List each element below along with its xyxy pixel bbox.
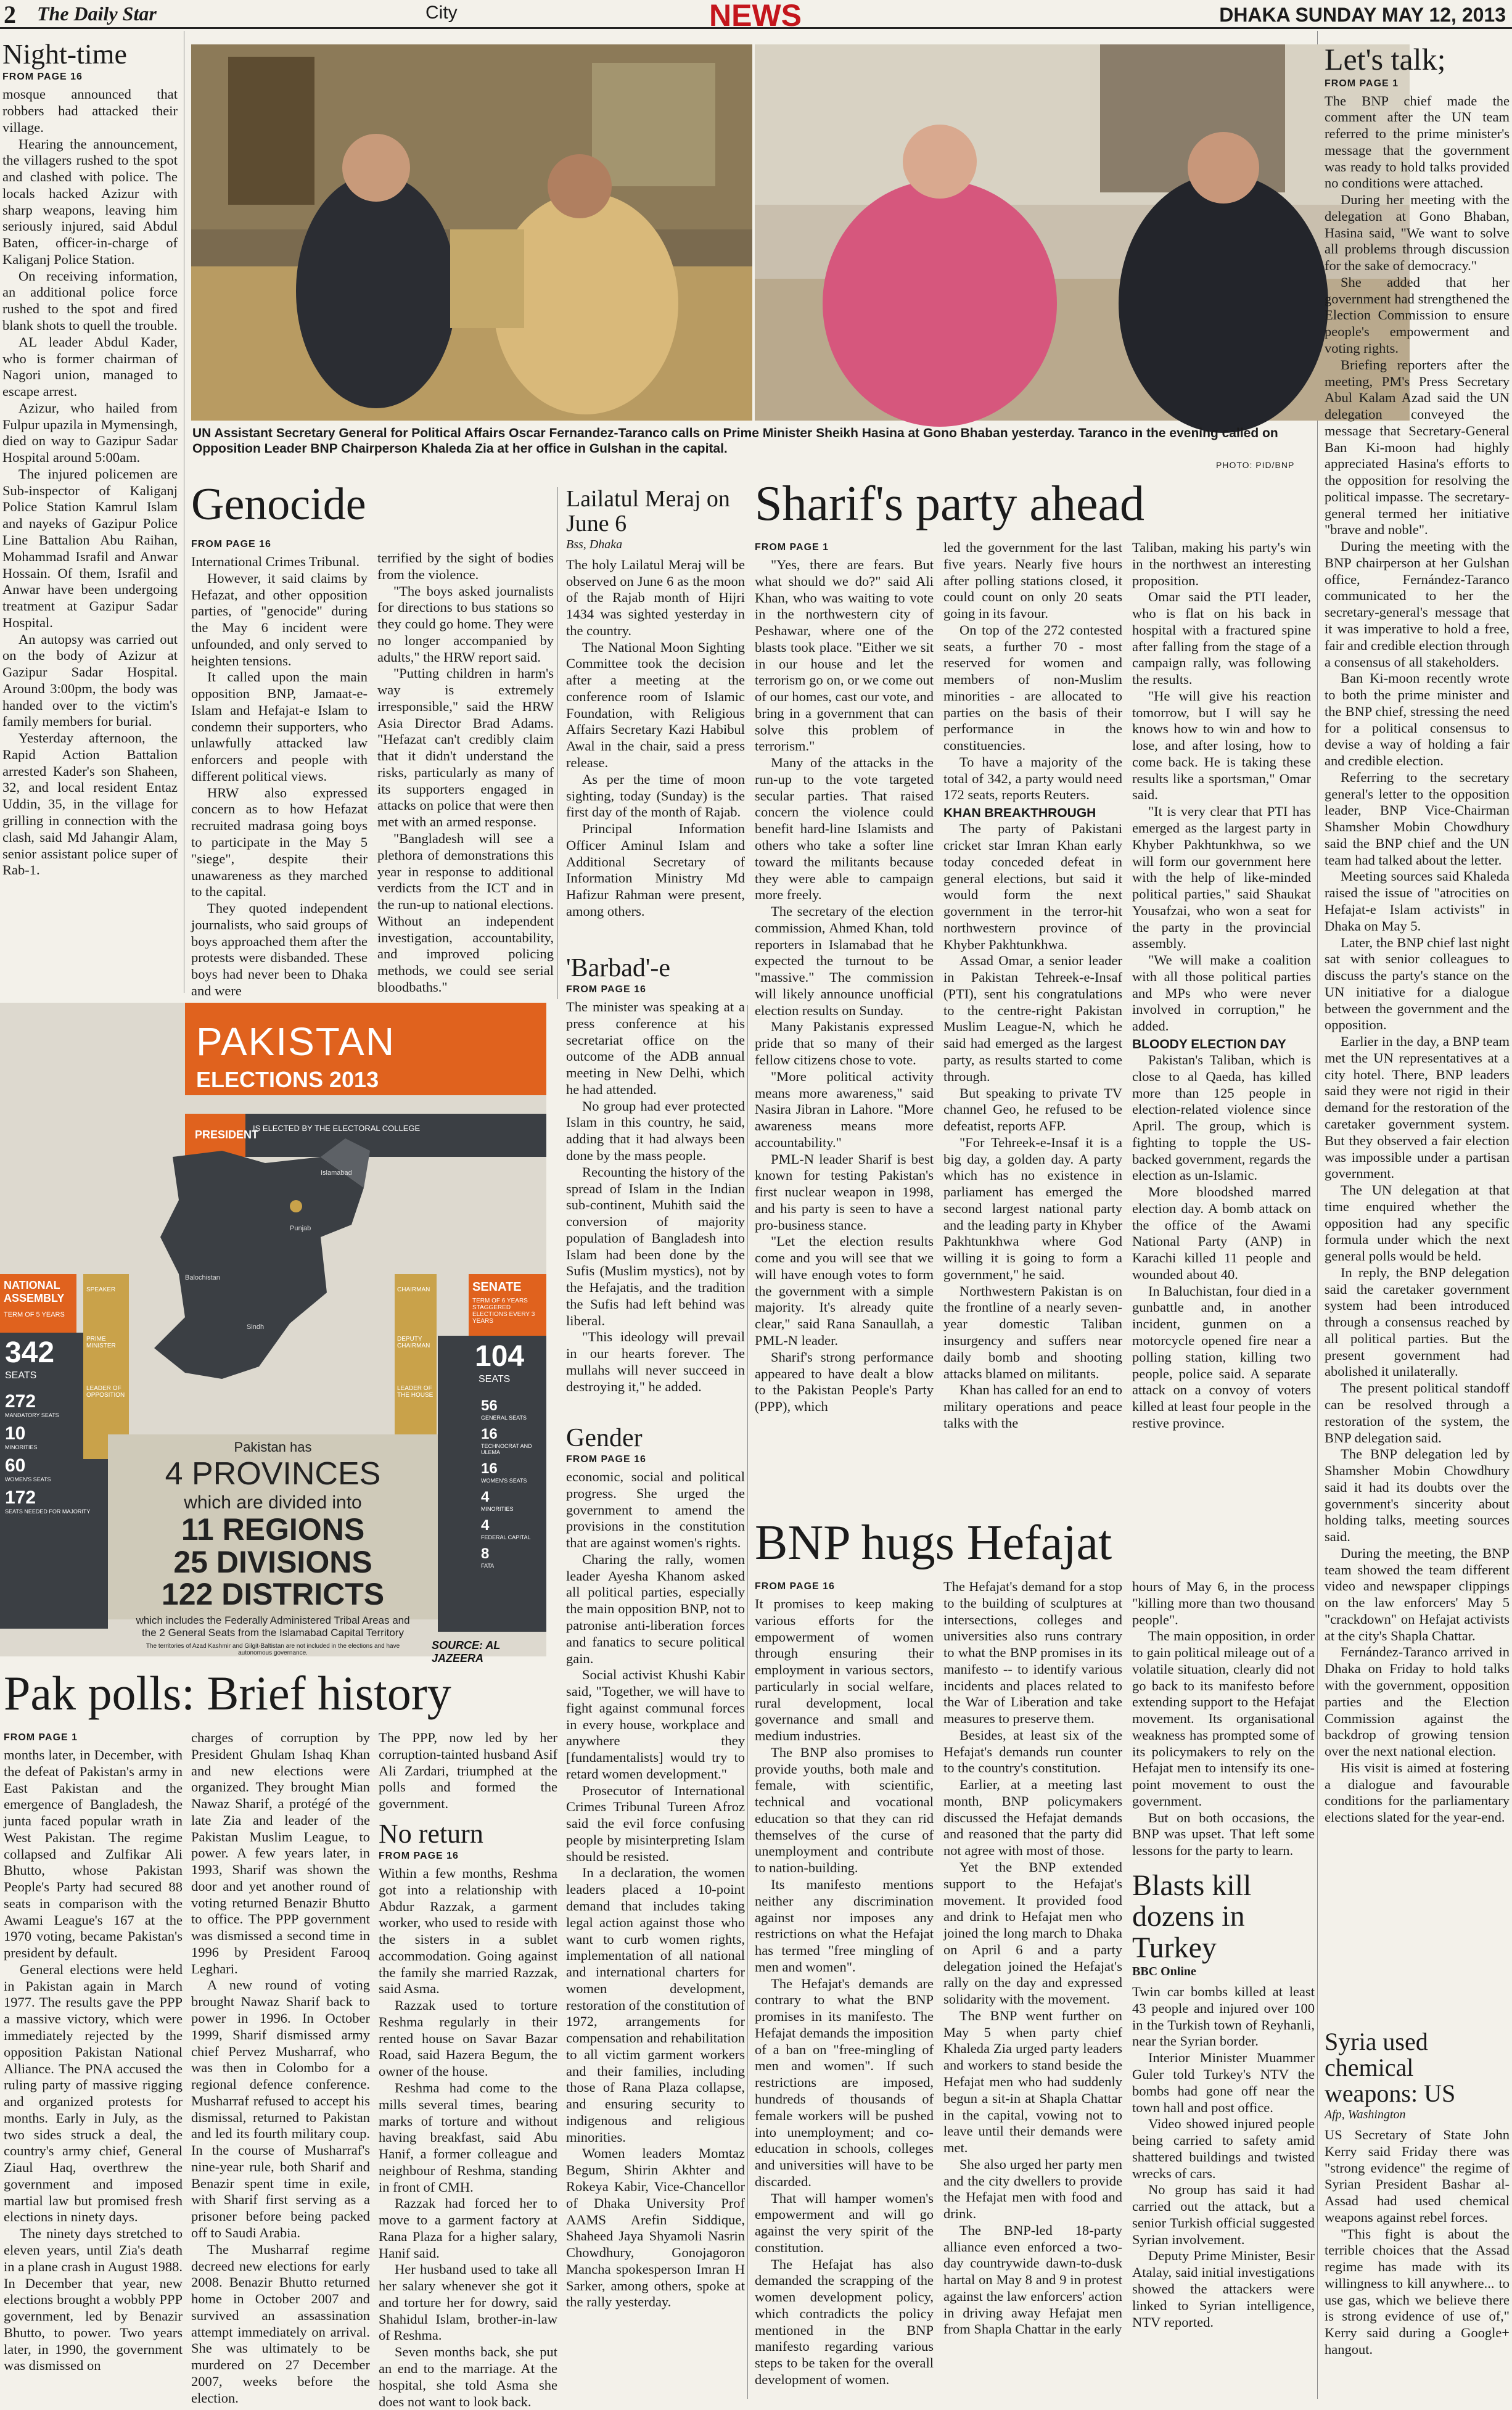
paragraph: More bloodshed marred election day. A bomb attack on the office of the Awami National Party (ANP) in Karachi killed 11 people and wounded about 40. (1132, 1184, 1311, 1282)
seat-count: 8 (481, 1545, 490, 1562)
headline: Let's talk; (1325, 42, 1446, 76)
paragraph: Its manifesto mentions neither any discrimination against nor imposes any restrictions on what the Hefajat has termed "free mingling of men and women". (755, 1877, 934, 1975)
article-body (2, 86, 178, 879)
paragraph: The party of Pakistani cricket star Imran Khan early today conceded defeat in general elections, but said it would form the next government in the terror-hit northwestern province of Khyber Pakhtunkhwa. (943, 821, 1122, 952)
no-return-from-page: FROM PAGE 16 (379, 1851, 459, 1862)
paragraph: "Yes, there are fears. But what should we do?" said Ali Khan, who was waiting to vote in the northwestern city of Peshawar, where one of the blasts took place. "Either we sit in our house and let the terrorism go on, or we come out of our homes, cast our vote, and bring in a government that can solve this problem of terrorism." (755, 557, 934, 754)
infographic-subtitle: ELECTIONS 2013 (196, 1067, 379, 1092)
article-sharif-party (755, 478, 1316, 1514)
from-page: FROM PAGE 16 (566, 1454, 646, 1465)
paragraph: Assad Omar, a senior leader in Pakistan Tehreek-e-Insaf (PTI), sent his congratulations to the centre-right Pakistan Muslim League-N, which he said had emerged as the largest party, as results started to come through. (943, 953, 1122, 1084)
paragraph: His visit is aimed at fostering a dialogue and favourable conditions for the parliamentary elections slated for the year-end. (1325, 1759, 1510, 1825)
article-body (1325, 2127, 1510, 2358)
article-body-col2 (943, 1579, 1122, 2338)
leader-opposition-label: LEADER OF OPPOSITION (86, 1385, 125, 1399)
headline: Pak polls: Brief history (4, 1666, 451, 1720)
senate-seats-label: SEATS (479, 1374, 511, 1384)
paragraph: However, it said claims by Hefazat, and other opposition parties, of "genocide" during the May 6 incident were unfounded, and only served to heighten tensions. (191, 570, 368, 668)
subheading: BLOODY ELECTION DAY (1132, 1037, 1286, 1051)
article-body (566, 557, 745, 920)
paragraph: An autopsy was carried out on the body of Azizur at Gazipur Sadar Hospital. Around 3:00pm, the body was handed over to the victim's family members for burial. (2, 631, 178, 730)
paragraph: led the government for the last five years. Nearly five hours after polling stations closed, it could count on only 20 seats going in its favour. (943, 540, 1122, 622)
paragraph: "For Tehreek-e-Insaf it is a big day, a golden day. A party which has no existence in parliament has emerged the second largest national party and the leading party in Khyber Pakhtunkhwa where God willing it is going to form a government," he said. (943, 1134, 1122, 1282)
seat-type: WOMEN'S SEATS (481, 1478, 527, 1484)
paragraph: HRW also expressed concern as to how Hefazat recruited madrasa going boys to participate in the May 5 "siege", despite their unawareness as they marched to the capital. (191, 784, 368, 900)
infographic-source: SOURCE: AL JAZEERA (432, 1639, 501, 1664)
paragraph: During the meeting, the BNP team showed the team different video and newspaper clippings on the law enforcers' May 5 "crackdown" on Hefajat activists at the city's Shapla Chattar. (1325, 1545, 1510, 1643)
headline: Night-time (2, 38, 127, 70)
paragraph: The BNP delegation led by Shamsher Mobin Chowdhury said it had its doubts over the government's sincerity about holding talks, meeting sources said. (1325, 1446, 1510, 1545)
paragraph: Many of the attacks in the run-up to the vote targeted secular parties. That raised concern the violence could benefit hard-line Islamists and others who take a softer line toward the militants because they were able to campaign more freely. (755, 755, 934, 903)
article-pak-polls (4, 1666, 559, 2409)
paragraph: Briefing reporters after the meeting, PM's Press Secretary Abul Kalam Azad said the UN delegation conveyed the message that Secretary-General Ban Ki-moon had highly appreciated Hasina's efforts to the opposition for resolving the political impasse. The secretary-general termed her initiative "brave and noble". (1325, 356, 1510, 538)
dateline: DHAKA SUNDAY MAY 12, 2013 (1219, 4, 1506, 26)
from-page: FROM PAGE 16 (755, 1581, 835, 1592)
seat-type: SEATS NEEDED FOR MAJORITY (5, 1508, 91, 1515)
photo-credit: PHOTO: PID/BNP (1216, 460, 1295, 470)
seat-type: MINORITIES (5, 1444, 38, 1450)
paragraph: General elections were held in Pakistan again in March 1977. The results gave the PPP a massive victory, which were immediately rejected by the opposition Pakistan National Alliance. The PNA accused the ruling party of massive rigging and organized protests for months. Early in July, as the two sides struck a deal, the country's army chief, General Ziaul Haq, overthrew the government and imposed martial law but promised fresh elections in ninety days. (4, 1961, 183, 2225)
paragraph: Charing the rally, women leader Ayesha Khanom asked all political parties, especially the main opposition BNP, not to patronise anti-liberation forces and fanatics to secure political gain. (566, 1551, 745, 1666)
paragraph: Her husband used to take all her salary whenever she got it and torture her for dowry, said Shahidul Islam, brother-in-law of Reshma. (379, 2261, 557, 2343)
seat-type: FEDERAL CAPITAL (481, 1534, 531, 1540)
paragraph: Earlier in the day, a BNP team met the UN representatives at a city hotel. There, BNP leaders said they were not rigid in their demand for the restoration of the caretaker government system. But they observed a fair election was impossible under a partisan government. (1325, 1034, 1510, 1182)
paragraph: mosque announced that robbers had attacked their village. (2, 86, 178, 135)
paragraph: Pakistan's Taliban, which is close to al Qaeda, has killed more than 125 people in election-related violence since April. The group, which is fighting to topple the US-backed government, regards the election as un-Islamic. (1132, 1051, 1311, 1183)
prime-minister-label: PRIME MINISTER (86, 1336, 116, 1349)
paragraph: Recounting the history of the spread of Islam in the Indian sub-continent, Muhith said the conversion of majority population of Bangladesh into Islam had been done by the Sufis (Muslim mystics), not by the Hefajatis, and the tradition the Sufis had left behind was liberal. (566, 1164, 745, 1328)
paragraph: They quoted independent journalists, who said groups of boys approached them after the protests were disbanded. These boys had never been to Dhaka and were (191, 900, 368, 998)
seat-count: 4 (481, 1517, 490, 1534)
blasts-headline: Blasts kill dozens in Turkey (1132, 1869, 1252, 1964)
article-body-col3 (379, 1730, 557, 1812)
paragraph: Razzak used to torture Reshma regularly in their rented house on Savar Bazar Road, said Hazera Begum, the owner of the house. (379, 1997, 557, 2079)
subheading: KHAN BREAKTHROUGH (943, 806, 1096, 821)
senate-seats-number: 104 (475, 1340, 525, 1373)
map-label-sindh: Sindh (247, 1323, 265, 1331)
deputy-chairman-label: DEPUTY CHAIRMAN (397, 1336, 430, 1349)
paragraph: Earlier, at a meeting last month, BNP policymakers discussed the Hefajat demands and reasoned that the party did not agree with most of those. (943, 1777, 1122, 1859)
section-label: City (425, 2, 458, 23)
paragraph: "The boys asked journalists for directions to bus stations so they could go home. They were no longer accompanied by adults," the HRW report said. (377, 583, 554, 665)
masthead (0, 0, 1512, 33)
divided-line: which are divided into (184, 1492, 362, 1513)
paragraph: As per the time of moon sighting, today (Sunday) is the first day of the month of Rajab. (566, 771, 745, 820)
paragraph: hours of May 6, in the process "killing more than two thousand people". (1132, 1579, 1315, 1627)
paragraph: Yet the BNP extended support to the Hefajat's movement. It provided food and drink to Hefajat men who joined the long march to Dhaka on April 6 and a party delegation joined the Hefajat's rally on the day and expressed solidarity with the movement. (943, 1859, 1122, 2007)
divisions: 25 DIVISIONS (173, 1544, 372, 1579)
headline: BNP hugs Hefajat (755, 1516, 1112, 1570)
paragraph: It called upon the main opposition BNP, Jamaat-e-Islam and Hefajat-e Islam to condemn their supporters, who unlawfully attacked law enforcers and people with different political views. (191, 669, 368, 784)
seat-breakdown-item (5, 1487, 104, 1515)
seat-breakdown-item (481, 1460, 543, 1484)
paragraph: "This ideology will prevail in our hearts forever. The mullahs will never succeed in destroying it," he added. (566, 1329, 745, 1394)
seat-breakdown-item (481, 1426, 543, 1455)
seat-type: WOMEN'S SEATS (5, 1476, 51, 1483)
article-night-time (2, 39, 178, 989)
paragraph: Khan has called for an end to military operations and peace talks with the (943, 1382, 1122, 1431)
paragraph: "He will give his reaction tomorrow, but I will say he knows how to win and how to lose, and after losing, how to come back. He is taking these results like a sportsman," Omar said. (1132, 688, 1311, 803)
na-breakdown (5, 1391, 104, 1520)
paragraph: "We will make a coalition with all those political parties and MPs who were never involved in corruption," he added. (1132, 952, 1311, 1034)
na-term: TERM OF 5 YEARS (4, 1311, 65, 1318)
paragraph: No group has said it had carried out the attack, but a senior Turkish official suggested Syrian involvement. (1132, 2182, 1315, 2247)
paragraph: A new round of voting brought Nawaz Sharif back to power in 1996. In October 1999, Sharif dismissed army chief Pervez Musharraf, who was then in Colombo for a regional defence conference. Musharraf refused to accept his dismissal, returned to Pakistan and led its fourth military coup. In the course of Musharraf's nine-year rule, both Sharif and Benazir spent time in exile, with Sharif first serving as a prisoner before being packed off to Saudi Arabia. (191, 1977, 370, 2240)
article-body-col2 (943, 540, 1122, 1432)
speaker-label: SPEAKER (86, 1286, 116, 1293)
headline: Syria used chemical weapons: US (1325, 2028, 1456, 2107)
paragraph: Seven months back, she put an end to the marriage. At the hospital, she told Asma she does not want to look back. (379, 2344, 557, 2409)
senate-label: SENATE (472, 1280, 522, 1294)
article-body (4, 1747, 183, 2374)
article-syria (1325, 2029, 1510, 2405)
paragraph: "More political activity means more awareness," said Nasira Jibran in Lahore. "More awareness means more accountability." (755, 1068, 934, 1150)
paragraph: terrified by the sight of bodies from the violence. (377, 550, 554, 582)
seat-breakdown-item (5, 1455, 104, 1483)
from-page: FROM PAGE 1 (4, 1732, 78, 1743)
includes-note: which includes the Federally Administered Tribal Areas and the 2 General Seats from the Islamabad Capital Territory (136, 1614, 410, 1639)
paragraph: Omar said the PTI leader, who is flat on his back in hospital with a fractured spine after falling from the stage of a campaign rally, was following the results. (1132, 589, 1311, 688)
infographic-pakistan-elections (0, 1003, 546, 1664)
blasts-byline: BBC Online (1132, 1965, 1196, 1979)
paragraph: In a declaration, the women leaders placed a 10-point demand that includes taking legal action against those who want to curb women rights, implementation of all national and international charters for women development, restoration of the constitution of 1972, arrangements for compensation and rehabilitation to all victim garment workers and their families, including those of Rana Plaza collapse, and ensuring security to indigenous and religious minorities. (566, 1865, 745, 2145)
paragraph: "Putting children in harm's way is extremely irresponsible," said the HRW Asia Director Brad Adams. "Hefazat can't credibly claim that it didn't understand the risks, particularly as many of its supporters engaged in attacks on police that were then met with an armed response. (377, 665, 554, 830)
seat-breakdown-item (481, 1545, 543, 1569)
paragraph: The holy Lailatul Meraj will be observed on June 6 as the moon of the Rajab month of Hijri 1434 was sighted yesterday in the country. (566, 556, 745, 638)
paragraph: months later, in December, with the defeat of Pakistan's army in East Pakistan and the emergence of Bangladesh, the junta faced popular wrath in West Pakistan. The regime collapsed and Zulfikar Ali Bhutto, whose Pakistan People's Party had secured 88 seats in comparison with the Awami League's 167 at the 1970 voting, became Pakistan's president by default. (4, 1747, 183, 1961)
paragraph: Twin car bombs killed at least 43 people and injured over 100 in the Turkish town of Reyhanli, near the Syrian border. (1132, 1984, 1315, 2049)
paragraph: The secretary of the election commission, Ahmed Khan, told reporters in Islamabad that he expected the turnout to be "massive." The commission will likely announce unofficial election results on Sunday. (755, 903, 934, 1018)
provinces: 4 PROVINCES (165, 1456, 381, 1492)
headline: 'Barbad'-e (566, 954, 671, 982)
leader-house-label: LEADER OF THE HOUSE (397, 1385, 433, 1399)
map-label-punjab: Punjab (290, 1225, 311, 1232)
paragraph: The ninety days stretched to eleven years, until Zia's death in a plane crash in August 1988. In December that year, new elections brought a wobbly PPP government, led by Benazir Bhutto, to power. Two years later, in 1990, the government was dismissed on (4, 2226, 183, 2374)
paragraph: On receiving information, an additional police force rushed to the spot and fired blank shots to quell the trouble. (2, 268, 178, 334)
paragraph: The National Moon Sighting Committee took the decision after a meeting at the conference room of Islamic Foundation, with Religious Affairs Secretary Kazi Habibul Awal in the chair, said a press release. (566, 639, 745, 770)
seat-breakdown-item (5, 1423, 104, 1450)
paragraph: The BNP also promises to provide youths, both male and female, with scientific, technical and vocational education so that they can rid themselves of the curse of unemployment and contribute to nation-building. (755, 1744, 934, 1876)
article-lets-talk (1325, 43, 1510, 2041)
article-body (566, 1469, 745, 2311)
seat-count: 56 (481, 1397, 498, 1414)
paragraph: "It is very clear that PTI has emerged as the largest party in Khyber Pakhtunkhwa, so we will form our government here with the help of like-minded political parties," said Shaukat Yousafzai, who won a seat for the party in the provincial assembly. (1132, 804, 1311, 952)
paragraph: She also urged her party men and the city dwellers to provide the Hefajat men with food and drink. (943, 2156, 1122, 2222)
seat-breakdown-item (481, 1517, 543, 1540)
article-body (191, 554, 368, 1000)
article-body-col3 (1132, 1579, 1315, 1859)
headline: Lailatul Meraj on June 6 (566, 486, 730, 537)
paragraph: The Hefajat's demands are contrary to what the BNP promises in its manifesto. The Hefajat demands the imposition of a ban on "free-mingling of men and women". If such restrictions are imposed, hundreds of thousands of female workers will be pushed into unemployment; and co-education in schools, colleges and universities will have to be discarded. (755, 1975, 934, 2189)
paragraph: Interior Minister Muammer Guler told Turkey's NTV the bombs had gone off near the town hall and post office. (1132, 2050, 1315, 2115)
paragraph: Principal Information Officer Aminul Islam and Additional Secretary of Information Ministry Md Hafizur Rahman were present, among others. (566, 821, 745, 919)
paragraph: In Baluchistan, four died in a gunbattle and, in another incident, gunmen on a motorcycle opened fire near a polling station, killing two people, police said. A separate attack on a convoy of voters killed at least four people in the restive province. (1132, 1283, 1311, 1431)
article-bnp-hugs-hefajat (755, 1517, 1316, 2405)
paragraph: But on both occasions, the BNP was upset. That left some lessons for the party to learn. (1132, 1809, 1315, 1859)
no-return-headline: No return (379, 1818, 483, 1849)
paragraph: Video showed injured people being carried to safety amid shattered buildings and twisted wrecks of cars. (1132, 2116, 1315, 2181)
na-seats-number: 342 (5, 1336, 55, 1369)
senate-term: TERM OF 6 YEARS STAGGERED ELECTIONS EVERY 3 YEARS (472, 1298, 535, 1325)
seat-breakdown-item (481, 1397, 543, 1421)
paragraph: "This fight is about the terrible choices that the Assad regime has made with its willingness to kill anywhere... to use gas, which we believe there is strong evidence of use of," Kerry said during a Google+ hangout. (1325, 2226, 1510, 2357)
paragraph: Razzak had forced her to move to a garment factory at Rana Plaza for a higher salary, Hanif said. (379, 2195, 557, 2261)
from-page: FROM PAGE 1 (1325, 78, 1399, 89)
article-body-col3 (1132, 540, 1311, 1432)
districts: 122 DISTRICTS (161, 1577, 385, 1611)
paragraph: Within a few months, Reshma got into a relationship with Abdur Razzak, a garment worker, who used to reside with the sisters in a sublet accommodation. Going against the family she married Razzak, said Asma. (379, 1865, 557, 1997)
paragraph: Yesterday afternoon, the Rapid Action Battalion arrested Kader's son Shaheen, 32, and local resident Entaz Uddin, 35, in the village for grilling in connection with the clash, said Md Jahangir Alam, senior assistant police super of Rab-1. (2, 730, 178, 878)
blasts-body (1132, 1984, 1315, 2330)
paragraph: The main opposition, in order to gain political mileage out of a volatile situation, clearly did not go back to its manifesto before extending support to the Hefajat movement. Its organisational weakness has prompted some of its policymakers to rely on the Hefajat men to intensify its one-point movement to oust the government. (1132, 1628, 1315, 1809)
paragraph: Reshma had come to the mills several times, bearing marks of torture and without having breakfast, said Abu Hanif, a former colleague and neighbour of Reshma, standing in front of CMH. (379, 2079, 557, 2195)
seat-type: MANDATORY SEATS (5, 1412, 59, 1418)
article-body (566, 999, 745, 1395)
seat-type: MINORITIES (481, 1506, 514, 1512)
infographic-title: PAKISTAN (196, 1019, 396, 1064)
article-barbad (566, 955, 745, 1417)
map-label-balochistan: Balochistan (185, 1274, 220, 1281)
paragraph: That will hamper women's empowerment and will go against the very spirit of the constitution. (755, 2190, 934, 2255)
seat-type: TECHNOCRAT AND ULEMA (481, 1443, 532, 1455)
photo-caption: UN Assistant Secretary General for Political Affairs Oscar Fernandez-Taranco calls on Prime Minister Sheikh Hasina at Gono Bhaban yesterday. Taranco in the evening called on Opposition Leader BNP Chairperson Khaleda Zia at her office in Gulshan in the capital. (192, 426, 1278, 456)
news-label: NEWS (709, 0, 802, 33)
article-body (1325, 93, 1510, 1826)
president-label: PRESIDENT (195, 1129, 259, 1141)
chairman-label: CHAIRMAN (397, 1286, 430, 1293)
national-assembly-label: NATIONAL ASSEMBLY (4, 1279, 65, 1304)
paper-logo: The Daily Star (37, 2, 157, 25)
byline: Afp, Washington (1325, 2108, 1406, 2121)
paragraph: AL leader Abdul Kader, who is former chairman of Nagori union, managed to escape arrest. (2, 334, 178, 400)
paragraph: It promises to keep making various efforts for the empowerment of women through ensuring their employment in various sectors, particularly in social welfare, rural development, local governance and small and medium industries. (755, 1596, 934, 1744)
headline: Sharif's party ahead (755, 477, 1144, 531)
article-body (755, 557, 934, 1415)
regions: 11 REGIONS (181, 1512, 365, 1547)
paragraph: The BNP-led 18-party alliance even enforced a two-day countrywide dawn-to-dusk hartal on May 8 and 9 in protest against the law enforcers' action in driving away Hefajat men from Shapla Chattar in the early (943, 2222, 1122, 2337)
paragraph: Many Pakistanis expressed pride that so many of their fellow citizens chose to vote. (755, 1019, 934, 1067)
headline: Gender (566, 1424, 643, 1452)
paragraph: Northwestern Pakistan is on the frontline of a nearly seven-year domestic Taliban insurgency and suffers near daily bomb and shooting attacks blamed on militants. (943, 1283, 1122, 1381)
paragraph: economic, social and political progress. She urged the government to amend the provisions in the constitution that are against women's rights. (566, 1469, 745, 1551)
article-lailatul-meraj (566, 487, 745, 956)
paragraph: The present political standoff can be resolved through a restoration of the system, the BNP delegation said. (1325, 1380, 1510, 1446)
paragraph: But speaking to private TV channel Geo, he refused to be defeatist, reports AFP. (943, 1085, 1122, 1134)
no-return-body (379, 1865, 557, 2410)
photo-hasina-meeting (191, 44, 752, 421)
paragraph: Meeting sources said Khaleda raised the issue of "atrocities on Hefajat-e Islam activists" in Dhaka on May 5. (1325, 868, 1510, 934)
seat-count: 16 (481, 1426, 498, 1442)
paragraph: Deputy Prime Minister, Besir Atalay, said initial investigations showed the attackers were linked to Syrian intelligence, NTV reported. (1132, 2248, 1315, 2330)
paragraph: She added that her government had strengthened the Election Commission to ensure people's empowerment and voting rights. (1325, 274, 1510, 356)
from-page: FROM PAGE 16 (2, 72, 83, 83)
paragraph: Sharif's strong performance appeared to have dealt a blow to the Pakistan People's Party (PPP), which (755, 1349, 934, 1415)
paragraph: The minister was speaking at a press conference at his secretariat office on the outcome of the ADB annual meeting in New Delhi, which he had attended. (566, 999, 745, 1097)
paragraph: Prosecutor of International Crimes Tribunal Tureen Afroz said the evil force confusing people by misinterpreting Islam should be resisted. (566, 1782, 745, 1864)
paragraph: The Hefajat's demand for a stop to the building of sculptures at intersections, colleges and universities also runs contrary to what the BNP promises in its manifesto -- to identify various incidents and places related to the War of Liberation and take measures to preserve them. (943, 1579, 1122, 1727)
paragraph: Referring to the secretary general's letter to the opposition leader, BNP Vice-Chairman Shamsher Mobin Chowdhury said the BNP chief and the UN team had talked about the letter. (1325, 769, 1510, 868)
paragraph: US Secretary of State John Kerry said Friday there was "strong evidence" the regime of Syrian President Bashar al-Assad had used chemical weapons against rebel forces. (1325, 2127, 1510, 2225)
paragraph: Fernández-Taranco arrived in Dhaka on Friday to hold talks with the government, opposition parties and the Election Commission against the backdrop of growing tension over the next national election. (1325, 1644, 1510, 1759)
paragraph: No group had ever protected Islam in this country, he said, adding that it had always been done by the mass people. (566, 1098, 745, 1163)
paragraph: The BNP chief made the comment after the UN team referred to the prime minister's message that the government was ready to hold talks provided no conditions were attached. (1325, 93, 1510, 191)
paragraph: The injured policemen are Sub-inspector of Kaliganj Police Station Kamrul Islam and nayeks of Gazipur Police Line Battalion Abu Raihan, Mohammad Israfil and Anwar Hossain. Of them, Israfil and Anwar have been undergoing treatment at Gazipur Sadar Hospital. (2, 466, 178, 630)
from-page: FROM PAGE 1 (755, 542, 829, 553)
seat-type: FATA (481, 1563, 495, 1569)
seat-count: 16 (481, 1460, 498, 1477)
paragraph: charges of corruption by President Ghulam Ishaq Khan and new elections were organized. They brought Mian Nawaz Sharif, a protégé of the late Zia and leader of the Pakistan Muslim League, to power. A few years later, in 1993, Sharif was shown the door and yet another round of voting returned Benazir Bhutto to office. The PPP government was dismissed a second time in 1996 by President Farooq Leghari. (191, 1730, 370, 1976)
na-seats-label: SEATS (5, 1370, 37, 1381)
map-label-islamabad: Islamabad (321, 1169, 352, 1177)
photo-khaleda-meeting (755, 44, 1410, 421)
paragraph: The UN delegation at that time enquired whether the opposition had any specific formula under which the next general polls would be held. (1325, 1182, 1510, 1264)
seat-count: 4 (481, 1489, 490, 1505)
paragraph: The Musharraf regime decreed new elections for early 2008. Benazir Bhutto returned home in October 2007 and survived an assassination attempt immediately on arrival. She was ultimately to be murdered on 27 December 2007, weeks before the election. (191, 2241, 370, 2406)
paragraph: The BNP went further on May 5 when party chief Khaleda Zia urged party leaders and workers to stand beside the Hefajat men who had suddenly begun a sit-in at Shapla Chattar in the capital, vowing not to leave until their demands were met. (943, 2007, 1122, 2156)
article-gender (566, 1425, 745, 2405)
paragraph: "Let the election results come and you will see that we will have enough votes to form the government with a simple majority. It's already quite clear," said Rana Sanaullah, a PML-N leader. (755, 1233, 934, 1348)
seat-type: GENERAL SEATS (481, 1415, 527, 1421)
paragraph: Social activist Khushi Kabir said, "Together, we will have to fight against communal forces in every house, workplace and anywhere they [fundamentalists] would try to retard women development." (566, 1667, 745, 1782)
paragraph: The PPP, now led by her corruption-tainted husband Asif Ali Zardari, triumphed at the polls and formed the government. (379, 1730, 557, 1812)
article-genocide (191, 481, 555, 999)
seat-count: 10 (5, 1423, 26, 1444)
paragraph: Women leaders Momtaz Begum, Shirin Akhter and Rokeya Kabir, Vice-Chancellor of Dhaka University Prof AAMS Arefin Siddique, Shaheed Jaya Shyamoli Nasrin Chowdhury, Gonojagoron Mancha spokesperson Imran H Sarker, among others, spoke at the rally yesterday. (566, 2145, 745, 2310)
footnote: The territories of Azad Kashmir and Gilgit-Baltistan are not included in the elections and have autonomous governance. (146, 1642, 400, 1656)
paragraph: On top of the 272 contested seats, a further 70 - most reserved for women and members of non-Muslim minorities - are allocated to parties on the basis of their performance in the constituencies. (943, 622, 1122, 754)
seat-count: 60 (5, 1455, 26, 1476)
senate-breakdown (481, 1397, 543, 1574)
paragraph: Ban Ki-moon recently wrote to both the prime minister and the BNP chief, stressing the need for a political consensus to devise a way of holding a fair and credible election. (1325, 670, 1510, 769)
page-number: 2 (4, 1, 16, 28)
paragraph: During her meeting with the delegation at Gono Bhaban, Hasina said, "We want to solve all problems through discussion for the sake of democracy." (1325, 192, 1510, 274)
paragraph: International Crimes Tribunal. (191, 554, 360, 569)
seat-count: 172 (5, 1487, 36, 1508)
paragraph: The Hefajat has also demanded the scrapping of the women development policy, which contradicts the policy mentioned in the BNP manifesto regarding various steps to be taken for the overall development of women. (755, 2256, 934, 2387)
seat-breakdown-item (481, 1489, 543, 1512)
byline: Bss, Dhaka (566, 537, 623, 551)
paragraph: In reply, the BNP delegation said the caretaker government system had been introduced through a consensus reached by all political parties. But the present government had abolished it unilaterally. (1325, 1264, 1510, 1380)
article-body-col2 (377, 550, 554, 996)
paragraph: To have a majority of the total of 342, a party would need 172 seats, reports Reuters. (943, 754, 1122, 803)
paragraph: Later, the BNP chief last night sat with senior colleagues to discuss the party's stance on the UN initiative for a dialogue between the government and the opposition. (1325, 934, 1510, 1033)
paragraph: PML-N leader Sharif is best known for testing Pakistan's first nuclear weapon in 1998, and his party is seen to have a pro-business stance. (755, 1151, 934, 1233)
article-body-col2 (191, 1730, 370, 2406)
has-line: Pakistan has (234, 1439, 312, 1455)
paragraph: "Bangladesh will see a plethora of demonstrations this year in response to additional verdicts from the ICT and in the run-up to national elections. Without an independent investigation, accountability, and improved policing methods, we could see serial bloodbaths." (377, 831, 554, 995)
president-note: IS ELECTED BY THE ELECTORAL COLLEGE (253, 1124, 421, 1133)
seat-count: 272 (5, 1391, 36, 1412)
paragraph: Besides, at least six of the Hefajat's demands run counter to the country's constitution. (943, 1727, 1122, 1776)
article-body (755, 1596, 934, 2388)
headline: Genocide (191, 479, 366, 530)
from-page: FROM PAGE 16 (566, 984, 646, 995)
from-page: FROM PAGE 16 (191, 539, 271, 549)
paragraph: During the meeting with the BNP chairperson at her Gulshan office, Fernández-Taranco communicated to her the secretary-general's message that it was imperative to hold a free, fair and credible election through a consensus of all stakeholders. (1325, 538, 1510, 670)
paragraph: Azizur, who hailed from Fulpur upazila in Mymensingh, died on way to Gazipur Sadar Hospital around 5:00am. (2, 400, 178, 466)
paragraph: Hearing the announcement, the villagers rushed to the spot and clashed with police. The locals hacked Azizur with sharp weapons, leaving him seriously injured, said Abdul Baten, officer-in-charge of Kaliganj Police Station. (2, 136, 178, 267)
paragraph: Taliban, making his party's win in the northwest an interesting proposition. (1132, 540, 1311, 588)
